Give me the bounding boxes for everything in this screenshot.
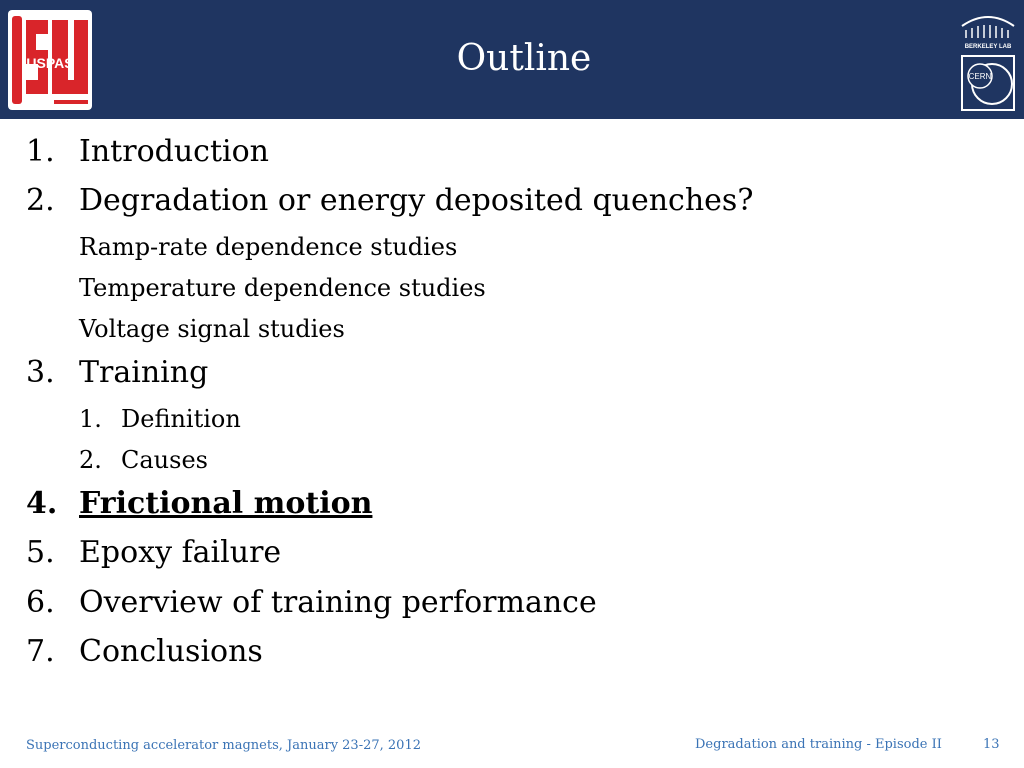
outline-subitem-ramp-rate	[79, 233, 457, 261]
item-number: 2.	[26, 183, 55, 218]
svg-text:CERN: CERN	[968, 72, 992, 81]
page-number: 13	[983, 737, 1000, 752]
svg-text:USPAS: USPAS	[26, 55, 74, 71]
item-number: 7.	[26, 634, 55, 669]
item-number: 5.	[26, 535, 55, 570]
outline-subitem-voltage	[79, 315, 345, 343]
item-text: Introduction	[79, 134, 269, 169]
footer-course-info: Superconducting accelerator magnets, January 23-27, 2012	[26, 738, 421, 753]
item-text: Epoxy failure	[79, 535, 282, 570]
item-number: 4.	[26, 486, 58, 521]
item-number: 6.	[26, 585, 55, 620]
item-number: 2.	[79, 446, 102, 474]
item-text: Frictional motion	[79, 486, 373, 521]
item-text: Training	[79, 355, 209, 390]
item-text: Causes	[121, 446, 208, 474]
svg-text:BERKELEY LAB: BERKELEY LAB	[964, 44, 1012, 50]
item-number: 1.	[79, 405, 102, 433]
item-text: Temperature dependence studies	[79, 274, 486, 302]
item-text: Conclusions	[79, 634, 263, 669]
outline-subitem-temperature	[79, 274, 486, 302]
item-number: 3.	[26, 355, 55, 390]
slide-title: Outline	[456, 38, 592, 79]
item-text: Ramp-rate dependence studies	[79, 233, 458, 261]
item-text: Degradation or energy deposited quenches?	[79, 183, 754, 218]
footer-lecture-title: Degradation and training - Episode II	[695, 737, 942, 752]
item-text: Overview of training performance	[79, 585, 597, 620]
item-text: Definition	[121, 405, 241, 433]
item-text: Voltage signal studies	[79, 315, 345, 343]
item-number: 1.	[26, 134, 55, 169]
